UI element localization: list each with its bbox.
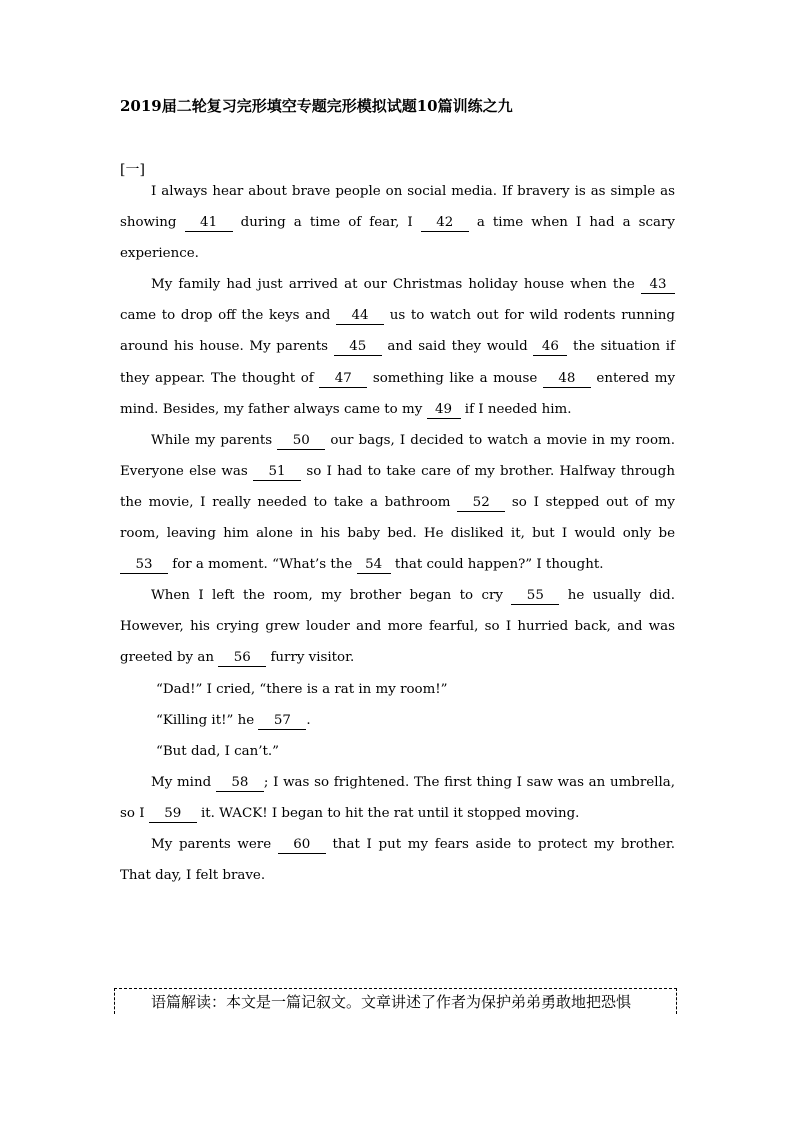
blank-56: 56 (218, 650, 266, 667)
blank-42: 42 (421, 215, 469, 232)
blank-47: 47 (319, 371, 367, 388)
text: My mind (151, 774, 216, 790)
blank-43: 43 (641, 277, 675, 294)
paragraph-4 (120, 580, 675, 673)
text: for a moment. “What’s the (168, 557, 357, 573)
text: he usually did. However, his crying grew louder and more fearful, so I hurried back, and was greeted by an (120, 588, 675, 666)
text: came to drop off the keys and (120, 308, 337, 324)
text: While my parents (151, 432, 278, 448)
blank-49: 49 (427, 402, 461, 419)
text: I always hear about brave people on social media. If bravery is as simple as showing (120, 184, 675, 231)
text: that could happen?” I thought. (390, 557, 604, 573)
blank-48: 48 (543, 371, 591, 388)
text: . (306, 712, 311, 728)
blank-53: 53 (120, 557, 168, 574)
text: us to watch out for wild rodents running around his house. My parents (120, 308, 675, 355)
paragraph-1 (120, 176, 675, 269)
blank-45: 45 (334, 339, 382, 356)
text: so I stepped out of my room, leaving him alone in his baby bed. He disliked it, but I would only be (120, 494, 675, 542)
blank-52: 52 (457, 495, 505, 512)
blank-58: 58 (216, 775, 264, 792)
text: and said they would (381, 339, 534, 355)
paragraph-6 (120, 705, 675, 736)
text: so I had to take care of my brother. Halfway through the movie, I really needed to take a bathroom (120, 463, 675, 510)
paragraph-5: “Dad!” I cried, “there is a rat in my room!” (156, 681, 448, 697)
text: “Killing it!” he (156, 712, 259, 728)
text: something like a mouse (367, 370, 543, 386)
blank-60: 60 (278, 837, 326, 854)
document-title: 2019届二轮复习完形填空专题完形模拟试题10篇训练之九 (120, 97, 513, 115)
text: our bags, I decided to watch a movie in my room. Everyone else was (120, 432, 675, 479)
text: a time when I had a scary experience. (120, 215, 675, 262)
paragraph-3 (120, 425, 675, 580)
text: that I put my fears aside to protect my brother. That day, I felt brave. (120, 836, 676, 884)
text: entered my mind. Besides, my father always came to my (120, 370, 676, 417)
text: during a time of fear, I (232, 215, 421, 231)
text: the situation if they appear. The thought of (120, 339, 675, 386)
paragraph-9 (120, 829, 675, 891)
paragraph-7: “But dad, I can’t.” (156, 743, 279, 759)
blank-54: 54 (357, 557, 391, 574)
text: ; I was so frightened. The first thing I saw was an umbrella, so I (120, 774, 675, 821)
section-marker: [一] (120, 162, 145, 178)
blank-55: 55 (511, 588, 559, 605)
blank-50: 50 (277, 433, 325, 450)
blank-51: 51 (253, 464, 301, 481)
text: it. WACK! I began to hit the rat until it stopped moving. (196, 805, 580, 821)
cloze-passage (120, 176, 675, 891)
text: My parents were (151, 836, 278, 852)
passage-analysis-box: 语篇解读：本文是一篇记叙文。文章讲述了作者为保护弟弟勇敢地把恐惧 (114, 988, 677, 1014)
paragraph-2 (120, 269, 675, 424)
text: When I left the room, my brother began to cry (151, 588, 512, 604)
paragraph-8 (120, 767, 675, 829)
blank-57: 57 (258, 713, 306, 730)
blank-41: 41 (185, 215, 233, 232)
blank-44: 44 (336, 308, 384, 325)
text: My family had just arrived at our Christmas holiday house when the (151, 277, 641, 293)
text: furry visitor. (266, 650, 355, 666)
blank-59: 59 (149, 806, 197, 823)
text: if I needed him. (460, 401, 572, 417)
blank-46: 46 (533, 339, 567, 356)
